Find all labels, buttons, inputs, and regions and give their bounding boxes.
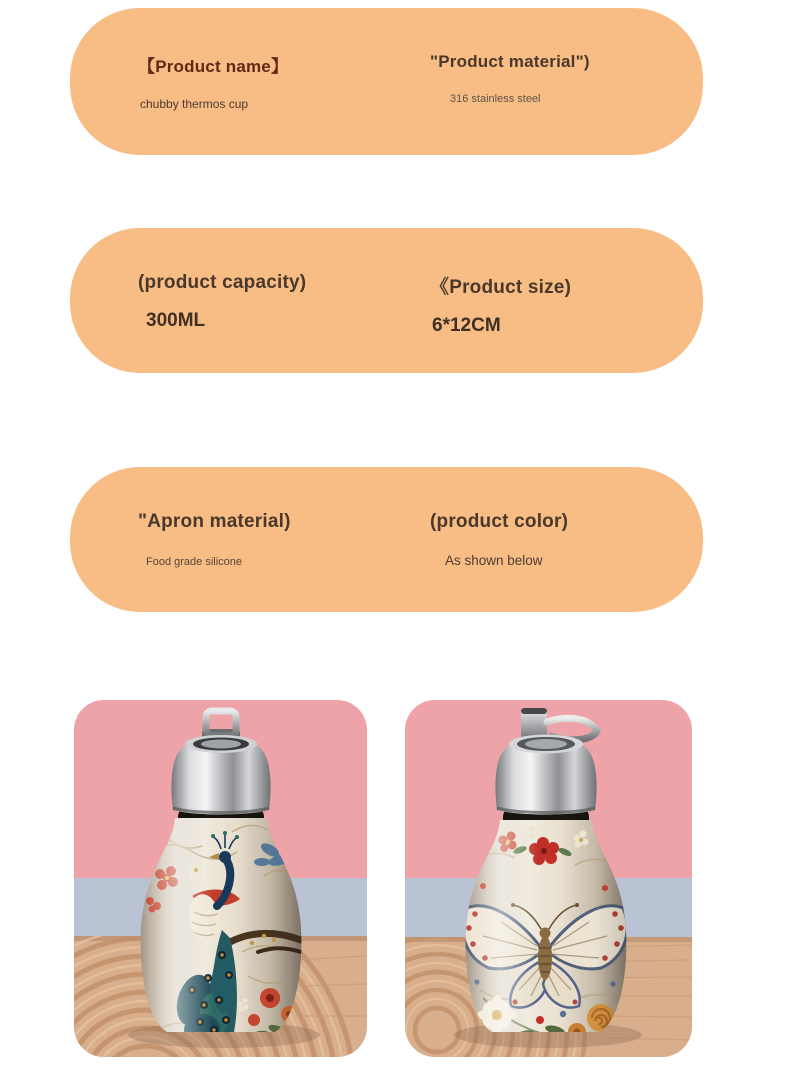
- card-column: [138, 272, 306, 332]
- peacock-art: [141, 818, 301, 1046]
- product-material-title: "Product material"): [430, 52, 590, 71]
- apron-material-title: "Apron material): [138, 511, 291, 532]
- info-card-capacity-size: [70, 228, 703, 373]
- apron-material-value: Food grade silicone: [146, 556, 243, 568]
- card-column: [430, 52, 590, 105]
- product-capacity-value: 300ML: [146, 310, 206, 331]
- thermos-body: [141, 818, 302, 1046]
- info-card-apron-color: [70, 467, 703, 612]
- card-column: [138, 511, 291, 568]
- card-column: [138, 52, 288, 111]
- product-size-title: 《Product size): [430, 277, 572, 298]
- card-column: [430, 511, 568, 568]
- info-card-name-material: [70, 8, 703, 155]
- product-color-title: (product color): [430, 511, 569, 532]
- butterfly-thermos-image: [405, 700, 692, 1057]
- product-color-value: As shown below: [445, 553, 543, 568]
- product-material-value: 316 stainless steel: [450, 93, 541, 105]
- card-column: [430, 272, 571, 337]
- product-name-value: chubby thermos cup: [140, 97, 249, 111]
- product-photo-butterfly: [405, 700, 692, 1057]
- product-name-title: 【Product name】: [138, 57, 289, 76]
- peacock-thermos-image: [74, 700, 367, 1057]
- product-capacity-title: (product capacity): [138, 272, 307, 293]
- product-size-value: 6*12CM: [432, 315, 501, 336]
- product-photo-peacock: [74, 700, 367, 1057]
